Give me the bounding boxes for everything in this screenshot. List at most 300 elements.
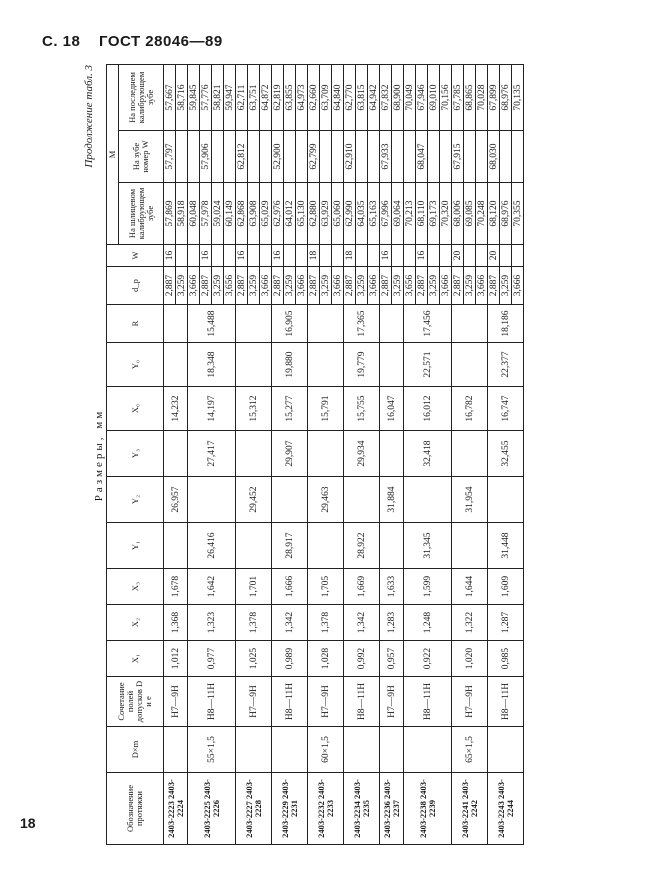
cell-dp: 3,656	[224, 267, 236, 305]
col-m3: На последнем калибрующем зубе	[119, 64, 164, 130]
cell-w: 20	[488, 245, 500, 267]
cell-x1: 1,020	[452, 641, 488, 677]
col-y1: Y₁	[107, 523, 164, 569]
cell-m3: 67,832	[380, 64, 392, 130]
cell-dp: 3,259	[500, 267, 512, 305]
cell-y2	[272, 477, 308, 523]
cell-m3: 62,660	[308, 64, 320, 130]
cell-dp: 3,666	[368, 267, 380, 305]
cell-m3: 64,872	[260, 64, 272, 130]
cell-w	[404, 245, 416, 267]
cell-m2	[188, 131, 200, 183]
cell-y1: 28,917	[272, 523, 308, 569]
cell-m3: 63,815	[356, 64, 368, 130]
cell-m2: 57,797	[164, 131, 176, 183]
cell-m3: 69,010	[428, 64, 440, 130]
cell-fit: Н8—11Н	[488, 677, 524, 727]
cell-x0: 15,791	[308, 387, 344, 431]
cell-dp: 3,259	[356, 267, 368, 305]
cell-m3: 57,667	[164, 64, 176, 130]
cell-m3: 67,899	[488, 64, 500, 130]
cell-y3: 29,934	[344, 431, 380, 477]
table-row	[272, 64, 284, 844]
cell-codes: 2403-2243 2403-2244	[488, 773, 524, 845]
cell-w	[212, 245, 224, 267]
cell-w	[320, 245, 332, 267]
cell-m3: 67,785	[452, 64, 464, 130]
cell-m2: 62,799	[308, 131, 320, 183]
cell-y3: 32,418	[404, 431, 452, 477]
cell-y0: 19,779	[344, 343, 380, 387]
cell-y2	[344, 477, 380, 523]
cell-w	[176, 245, 188, 267]
cell-m2	[464, 131, 476, 183]
cell-x0: 14,232	[164, 387, 188, 431]
cell-r	[452, 305, 488, 343]
cell-dp: 2,887	[236, 267, 248, 305]
cell-fit: Н8—11Н	[404, 677, 452, 727]
cell-dxm: 60×1,5	[308, 727, 344, 773]
cell-x2: 1,368	[164, 605, 188, 641]
cell-fit: Н7—9Н	[452, 677, 488, 727]
table-row	[404, 64, 416, 844]
cell-y2: 31,884	[380, 477, 404, 523]
cell-y3	[236, 431, 272, 477]
cell-m1: 64,012	[284, 183, 296, 245]
cell-m2	[224, 131, 236, 183]
cell-m3: 63,751	[248, 64, 260, 130]
cell-w	[500, 245, 512, 267]
cell-x2: 1,342	[344, 605, 380, 641]
cell-m2	[404, 131, 416, 183]
cell-codes: 2403-2229 2403-2231	[272, 773, 308, 845]
cell-fit: Н8—11Н	[188, 677, 236, 727]
cell-w	[512, 245, 524, 267]
cell-m1: 68,006	[452, 183, 464, 245]
cell-m3: 67,946	[416, 64, 428, 130]
cell-w	[284, 245, 296, 267]
cell-fit: Н7—9Н	[236, 677, 272, 727]
cell-codes: 2403-2236 2403-2237	[380, 773, 404, 845]
cell-codes: 2403-2238 2403-2239	[404, 773, 452, 845]
cell-y3: 27,417	[188, 431, 236, 477]
cell-m1: 70,355	[512, 183, 524, 245]
cell-x0: 16,747	[488, 387, 524, 431]
cell-m1: 68,976	[500, 183, 512, 245]
cell-m1: 63,908	[248, 183, 260, 245]
cell-m2: 67,933	[380, 131, 392, 183]
cell-x2: 1,248	[404, 605, 452, 641]
cell-m1: 62,976	[272, 183, 284, 245]
cell-m2: 67,915	[452, 131, 464, 183]
col-designation: Обозначение протяжки	[107, 773, 164, 845]
cell-x1: 0,992	[344, 641, 380, 677]
cell-y0: 22,571	[404, 343, 452, 387]
cell-m1: 60,149	[224, 183, 236, 245]
cell-dp: 2,887	[200, 267, 212, 305]
cell-m1: 57,978	[200, 183, 212, 245]
cell-codes: 2403-2241 2403-2242	[452, 773, 488, 845]
col-w: W	[107, 245, 164, 267]
cell-dp: 3,259	[284, 267, 296, 305]
cell-dxm: 65×1,5	[452, 727, 488, 773]
page-label: С. 18	[42, 33, 81, 50]
cell-dxm	[236, 727, 272, 773]
cell-y0	[452, 343, 488, 387]
cell-m2	[428, 131, 440, 183]
cell-m2	[320, 131, 332, 183]
cell-fit: Н7—9Н	[164, 677, 188, 727]
cell-y3: 29,907	[272, 431, 308, 477]
cell-x3: 1,678	[164, 569, 188, 605]
cell-m1: 69,085	[464, 183, 476, 245]
cell-x3: 1,633	[380, 569, 404, 605]
cell-w	[392, 245, 404, 267]
cell-dp: 3,666	[512, 267, 524, 305]
cell-x3: 1,666	[272, 569, 308, 605]
cell-dp: 2,887	[416, 267, 428, 305]
cell-y1	[236, 523, 272, 569]
cell-y2	[404, 477, 452, 523]
cell-dxm	[488, 727, 524, 773]
cell-dp: 2,887	[488, 267, 500, 305]
cell-m1: 62,868	[236, 183, 248, 245]
cell-y3	[308, 431, 344, 477]
cell-dp: 3,259	[320, 267, 332, 305]
cell-m2	[284, 131, 296, 183]
col-dxm: D×m	[107, 727, 164, 773]
cell-dp: 3,259	[212, 267, 224, 305]
rotated-table-area	[83, 65, 651, 845]
cell-codes: 2403-2223 2403-2224	[164, 773, 188, 845]
cell-dp: 3,259	[428, 267, 440, 305]
cell-m1: 62,990	[344, 183, 356, 245]
cell-y2: 29,463	[308, 477, 344, 523]
cell-x3: 1,644	[452, 569, 488, 605]
cell-x0: 15,277	[272, 387, 308, 431]
col-y0: Y₀	[107, 343, 164, 387]
cell-fit: Н8—11Н	[344, 677, 380, 727]
cell-m1: 68,120	[488, 183, 500, 245]
cell-m3: 63,855	[284, 64, 296, 130]
cell-m1: 68,110	[416, 183, 428, 245]
cell-r	[308, 305, 344, 343]
cell-w: 16	[200, 245, 212, 267]
cell-x1: 1,028	[308, 641, 344, 677]
cell-y3	[452, 431, 488, 477]
cell-dp: 3,666	[332, 267, 344, 305]
cell-dxm	[404, 727, 452, 773]
cell-m3: 58,716	[176, 64, 188, 130]
cell-w: 16	[164, 245, 176, 267]
cell-dp: 3,666	[260, 267, 272, 305]
table-row	[236, 64, 248, 844]
cell-m1: 69,064	[392, 183, 404, 245]
cell-y1	[452, 523, 488, 569]
cell-m3: 59,947	[224, 64, 236, 130]
col-r: R	[107, 305, 164, 343]
cell-y1: 31,345	[404, 523, 452, 569]
cell-m2: 68,047	[416, 131, 428, 183]
dimensions-table	[106, 64, 524, 845]
col-fit: Сочетание полей допусков D и e	[107, 677, 164, 727]
standard-code: ГОСТ 28046—89	[99, 33, 223, 50]
cell-fit: Н7—9Н	[308, 677, 344, 727]
cell-x2: 1,287	[488, 605, 524, 641]
cell-m3: 62,819	[272, 64, 284, 130]
cell-x2: 1,378	[308, 605, 344, 641]
cell-w: 20	[452, 245, 464, 267]
table-row	[308, 64, 320, 844]
cell-y2: 26,957	[164, 477, 188, 523]
cell-dp: 3,666	[188, 267, 200, 305]
cell-m2: 62,812	[236, 131, 248, 183]
cell-x2: 1,283	[380, 605, 404, 641]
cell-m3: 63,709	[320, 64, 332, 130]
cell-dp: 2,887	[344, 267, 356, 305]
table-row	[164, 64, 176, 844]
cell-x0: 16,047	[380, 387, 404, 431]
cell-m3: 70,028	[476, 64, 488, 130]
cell-m3: 68,900	[392, 64, 404, 130]
cell-y1	[308, 523, 344, 569]
cell-y0	[308, 343, 344, 387]
col-dp: d_p	[107, 267, 164, 305]
cell-m3: 64,840	[332, 64, 344, 130]
cell-dp: 3,656	[404, 267, 416, 305]
cell-m1: 70,320	[440, 183, 452, 245]
cell-x3: 1,609	[488, 569, 524, 605]
table-row	[452, 64, 464, 844]
cell-x2: 1,342	[272, 605, 308, 641]
cell-codes: 2403-2232 2403-2233	[308, 773, 344, 845]
cell-w: 18	[344, 245, 356, 267]
cell-w	[248, 245, 260, 267]
cell-y3	[164, 431, 188, 477]
cell-m3: 64,942	[368, 64, 380, 130]
cell-dp: 3,259	[392, 267, 404, 305]
cell-dp: 3,259	[176, 267, 188, 305]
cell-dp: 2,887	[308, 267, 320, 305]
cell-y0: 18,348	[188, 343, 236, 387]
cell-m1: 62,880	[308, 183, 320, 245]
cell-m2	[392, 131, 404, 183]
cell-r	[236, 305, 272, 343]
cell-r: 18,186	[488, 305, 524, 343]
cell-w	[356, 245, 368, 267]
col-x2: X₂	[107, 605, 164, 641]
cell-y0	[164, 343, 188, 387]
cell-r: 15,488	[188, 305, 236, 343]
cell-dp: 3,666	[476, 267, 488, 305]
table-row	[380, 64, 392, 844]
cell-x3: 1,701	[236, 569, 272, 605]
cell-x0: 14,197	[188, 387, 236, 431]
cell-m1: 64,035	[356, 183, 368, 245]
cell-m3: 59,845	[188, 64, 200, 130]
col-y3: Y₃	[107, 431, 164, 477]
cell-dxm	[164, 727, 188, 773]
cell-m3: 58,821	[212, 64, 224, 130]
cell-m2	[368, 131, 380, 183]
cell-r: 17,456	[404, 305, 452, 343]
cell-w	[224, 245, 236, 267]
cell-x0: 16,012	[404, 387, 452, 431]
cell-dp: 2,887	[272, 267, 284, 305]
cell-r	[164, 305, 188, 343]
cell-m2: 62,910	[344, 131, 356, 183]
cell-x2: 1,378	[236, 605, 272, 641]
cell-dp: 3,666	[440, 267, 452, 305]
cell-fit: Н7—9Н	[380, 677, 404, 727]
cell-x1: 0,989	[272, 641, 308, 677]
cell-y0: 22,377	[488, 343, 524, 387]
cell-m1: 58,918	[176, 183, 188, 245]
cell-x1: 1,012	[164, 641, 188, 677]
cell-m2	[440, 131, 452, 183]
cell-dxm: 55×1,5	[188, 727, 236, 773]
cell-m3: 68,976	[500, 64, 512, 130]
cell-w	[332, 245, 344, 267]
cell-m3: 70,156	[440, 64, 452, 130]
cell-dxm	[344, 727, 380, 773]
cell-w	[464, 245, 476, 267]
continuation-note: Продолжение табл. 3	[83, 65, 95, 168]
cell-m1: 67,996	[380, 183, 392, 245]
col-x0: X₀	[107, 387, 164, 431]
cell-y0: 19,880	[272, 343, 308, 387]
cell-fit: Н8—11Н	[272, 677, 308, 727]
cell-m1: 65,060	[332, 183, 344, 245]
cell-m3: 70,135	[512, 64, 524, 130]
cell-y3	[380, 431, 404, 477]
cell-m1: 65,130	[296, 183, 308, 245]
cell-y1: 26,416	[188, 523, 236, 569]
cell-m1: 57,869	[164, 183, 176, 245]
cell-m1: 70,248	[476, 183, 488, 245]
cell-codes: 2403-2234 2403-2235	[344, 773, 380, 845]
cell-dxm	[380, 727, 404, 773]
cell-m2: 57,906	[200, 131, 212, 183]
table-row	[488, 64, 500, 844]
cell-x1: 1,025	[236, 641, 272, 677]
cell-w	[428, 245, 440, 267]
dimensions-caption: Размеры, мм	[93, 408, 105, 502]
cell-w	[188, 245, 200, 267]
cell-m3: 62,770	[344, 64, 356, 130]
cell-w	[476, 245, 488, 267]
cell-x1: 0,977	[188, 641, 236, 677]
cell-m2: 68,030	[488, 131, 500, 183]
cell-y1: 28,922	[344, 523, 380, 569]
cell-x0: 15,312	[236, 387, 272, 431]
col-m-group: M	[107, 64, 119, 244]
cell-m1: 65,029	[260, 183, 272, 245]
cell-codes: 2403-2225 2403-2226	[188, 773, 236, 845]
cell-m3: 68,865	[464, 64, 476, 130]
cell-dp: 2,887	[380, 267, 392, 305]
col-y2: Y₂	[107, 477, 164, 523]
cell-y1: 31,448	[488, 523, 524, 569]
cell-m2	[296, 131, 308, 183]
cell-x2: 1,323	[188, 605, 236, 641]
cell-x2: 1,322	[452, 605, 488, 641]
cell-x1: 0,922	[404, 641, 452, 677]
cell-r: 16,905	[272, 305, 308, 343]
cell-m2	[500, 131, 512, 183]
cell-m1: 59,024	[212, 183, 224, 245]
cell-w	[260, 245, 272, 267]
cell-y1	[164, 523, 188, 569]
cell-x3: 1,642	[188, 569, 236, 605]
page-number: 18	[20, 815, 36, 831]
cell-dxm	[272, 727, 308, 773]
cell-m2	[512, 131, 524, 183]
cell-x1: 0,957	[380, 641, 404, 677]
cell-y2	[488, 477, 524, 523]
cell-m1: 69,173	[428, 183, 440, 245]
cell-m2	[332, 131, 344, 183]
cell-y2: 31,954	[452, 477, 488, 523]
cell-m1: 70,213	[404, 183, 416, 245]
cell-y0	[380, 343, 404, 387]
cell-x3: 1,705	[308, 569, 344, 605]
cell-x3: 1,599	[404, 569, 452, 605]
cell-dp: 2,887	[452, 267, 464, 305]
cell-codes: 2403-2227 2403-2228	[236, 773, 272, 845]
cell-x1: 0,985	[488, 641, 524, 677]
table-body	[164, 64, 524, 844]
col-x1: X₁	[107, 641, 164, 677]
cell-m1: 60,048	[188, 183, 200, 245]
cell-m3: 62,711	[236, 64, 248, 130]
cell-y2	[188, 477, 236, 523]
cell-m2	[248, 131, 260, 183]
cell-x0: 16,782	[452, 387, 488, 431]
cell-m3: 70,049	[404, 64, 416, 130]
cell-w	[440, 245, 452, 267]
cell-y3: 32,455	[488, 431, 524, 477]
cell-r: 17,365	[344, 305, 380, 343]
cell-m3: 57,776	[200, 64, 212, 130]
cell-m1: 63,929	[320, 183, 332, 245]
table-row	[188, 64, 200, 844]
cell-w: 16	[272, 245, 284, 267]
cell-m2: 52,900	[272, 131, 284, 183]
cell-w	[368, 245, 380, 267]
cell-y2: 29,452	[236, 477, 272, 523]
col-m1: На шлицевом калибрующем зубе	[119, 183, 164, 245]
cell-x3: 1,669	[344, 569, 380, 605]
cell-m2	[260, 131, 272, 183]
cell-dp: 3,259	[464, 267, 476, 305]
cell-dp: 2,887	[164, 267, 176, 305]
cell-r	[380, 305, 404, 343]
cell-dp: 3,259	[248, 267, 260, 305]
cell-x0: 15,755	[344, 387, 380, 431]
cell-m1: 65,163	[368, 183, 380, 245]
cell-w: 18	[308, 245, 320, 267]
cell-dp: 3,666	[296, 267, 308, 305]
cell-m2	[212, 131, 224, 183]
table-row	[344, 64, 356, 844]
cell-w: 16	[380, 245, 392, 267]
col-m2: На зубе номер W	[119, 131, 164, 183]
cell-w: 16	[416, 245, 428, 267]
cell-m2	[476, 131, 488, 183]
cell-w	[296, 245, 308, 267]
cell-y1	[380, 523, 404, 569]
